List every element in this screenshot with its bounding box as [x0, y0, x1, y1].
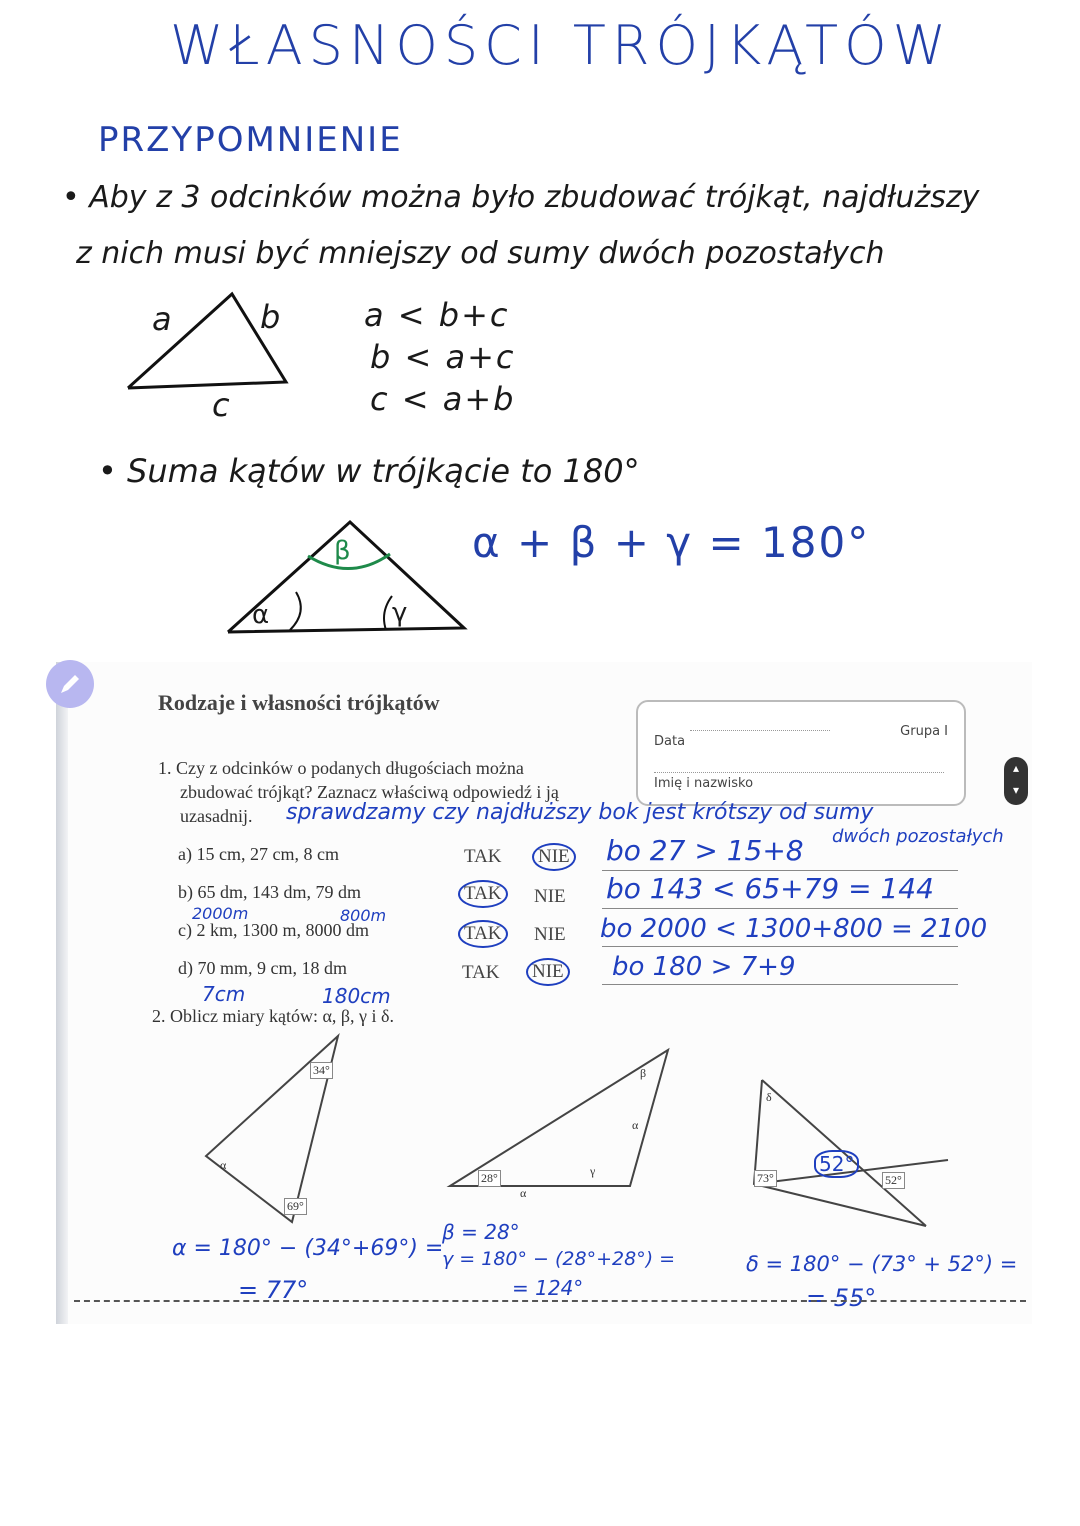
rule1-line1: • Aby z 3 odcinków można było zbudować trójkąt, najdłuższy	[62, 180, 980, 215]
q1-a-nie-circled[interactable]: NIE	[532, 843, 576, 871]
student-info-box	[636, 700, 966, 806]
pencil-icon	[58, 672, 82, 696]
q1-a-line	[602, 870, 958, 871]
chevron-up-icon: ▴	[1012, 761, 1020, 775]
q1-d-tak[interactable]: TAK	[462, 962, 500, 983]
q1-c-note-dm: 800m	[340, 906, 387, 925]
alpha-label: α	[252, 600, 270, 630]
t2-angle-left: 28°	[478, 1170, 501, 1187]
sol1-line1: α = 180° − (34°+69°) =	[172, 1236, 444, 1261]
q1-text-line3: uzasadnij.	[180, 806, 253, 826]
angle-sum-formula: α + β + γ = 180°	[472, 518, 871, 567]
sol1-line2: = 77°	[238, 1276, 309, 1304]
worksheet-edge	[56, 662, 68, 1324]
t3-angle-left: 73°	[754, 1170, 777, 1187]
sol3-line1: δ = 180° − (73° + 52°) =	[746, 1252, 1018, 1276]
q1-a-reason: bo 27 > 15+8	[606, 834, 804, 867]
q1-item-d: d) 70 mm, 9 cm, 18 dm	[178, 958, 347, 978]
scroll-control[interactable]	[1004, 757, 1028, 805]
date-line	[690, 730, 830, 731]
q1-b-line	[602, 908, 958, 909]
side-a-label: a	[152, 300, 172, 338]
worksheet-heading: Rodzaje i własności trójkątów	[158, 690, 440, 715]
beta-label: β	[334, 536, 351, 566]
t3-angle-mid: 52°	[814, 1150, 859, 1178]
sol3-line2: = 55°	[806, 1284, 877, 1312]
inequality-3: c < a+b	[370, 380, 516, 418]
q1-b-tak-circled[interactable]: TAK	[458, 880, 508, 908]
q1-c-nie[interactable]: NIE	[534, 924, 566, 945]
side-b-label: b	[260, 298, 281, 336]
q1-item-b: b) 65 dm, 143 dm, 79 dm	[178, 882, 361, 902]
sol2-line1: β = 28°	[442, 1220, 520, 1244]
page-title: WŁASNOŚCI TRÓJKĄTÓW	[170, 14, 952, 77]
q1-a-tak[interactable]: TAK	[464, 846, 502, 867]
t1-unknown: α	[220, 1158, 227, 1172]
side-c-label: c	[212, 386, 230, 424]
q1-d-line	[602, 984, 958, 985]
q2-text: 2. Oblicz miary kątów: α, β, γ i δ.	[152, 1006, 394, 1026]
q1-c-tak-circled[interactable]: TAK	[458, 920, 508, 948]
sol2-line2: γ = 180° − (28°+28°) =	[442, 1248, 676, 1270]
q1-b-reason: bo 143 < 65+79 = 144	[606, 872, 934, 905]
q1-c-reason: bo 2000 < 1300+800 = 2100	[600, 914, 988, 944]
chevron-down-icon: ▾	[1012, 783, 1020, 797]
t2-gamma: γ	[590, 1164, 596, 1178]
q1-d-note-mm: 7cm	[202, 982, 246, 1006]
q1-item-c: c) 2 km, 1300 m, 8000 dm	[178, 920, 369, 940]
rule1-line2: z nich musi być mniejszy od sumy dwóch pozostałych	[76, 236, 885, 271]
t3-angle-right: 52°	[882, 1172, 905, 1189]
t2-beta: β	[640, 1066, 647, 1080]
rule2-text: • Suma kątów w trójkącie to 180°	[98, 452, 640, 490]
q1-d-reason: bo 180 > 7+9	[612, 952, 796, 982]
t3-delta: δ	[766, 1090, 772, 1104]
dashed-baseline	[74, 1300, 1026, 1302]
q1-item-a: a) 15 cm, 27 cm, 8 cm	[178, 844, 339, 864]
inequality-2: b < a+c	[370, 338, 516, 376]
t2-alpha-1: α	[632, 1118, 639, 1132]
sol2-line3: = 124°	[512, 1276, 584, 1300]
name-line	[654, 772, 944, 773]
q1-c-note-km: 2000m	[192, 904, 249, 923]
q1-d-note-dm: 180cm	[322, 984, 391, 1008]
t1-angle-top: 34°	[310, 1062, 333, 1079]
t2-alpha-2: α	[520, 1186, 527, 1200]
reminder-heading: PRZYPOMNIENIE	[98, 120, 403, 160]
q1-hand-note: sprawdzamy czy najdłuższy bok jest krótszy od sumy	[286, 800, 874, 825]
group-label: Grupa I	[900, 724, 948, 739]
q1-text-line1: 1. Czy z odcinków o podanych długościach można	[158, 758, 524, 778]
edit-button[interactable]	[46, 660, 94, 708]
q1-b-nie[interactable]: NIE	[534, 886, 566, 907]
q1-d-nie-circled[interactable]: NIE	[526, 958, 570, 986]
t1-angle-bottom: 69°	[284, 1198, 307, 1215]
name-label: Imię i nazwisko	[654, 776, 754, 791]
q2-triangle-1	[196, 1030, 356, 1230]
inequality-1: a < b+c	[364, 296, 510, 334]
gamma-label: γ	[392, 598, 408, 628]
q1-c-line	[602, 946, 958, 947]
q1-text-line2: zbudować trójkąt? Zaznacz właściwą odpowiedź i ją	[180, 782, 559, 802]
q1-hand-note2: dwóch pozostałych	[832, 826, 1004, 847]
date-label: Data	[654, 734, 686, 749]
